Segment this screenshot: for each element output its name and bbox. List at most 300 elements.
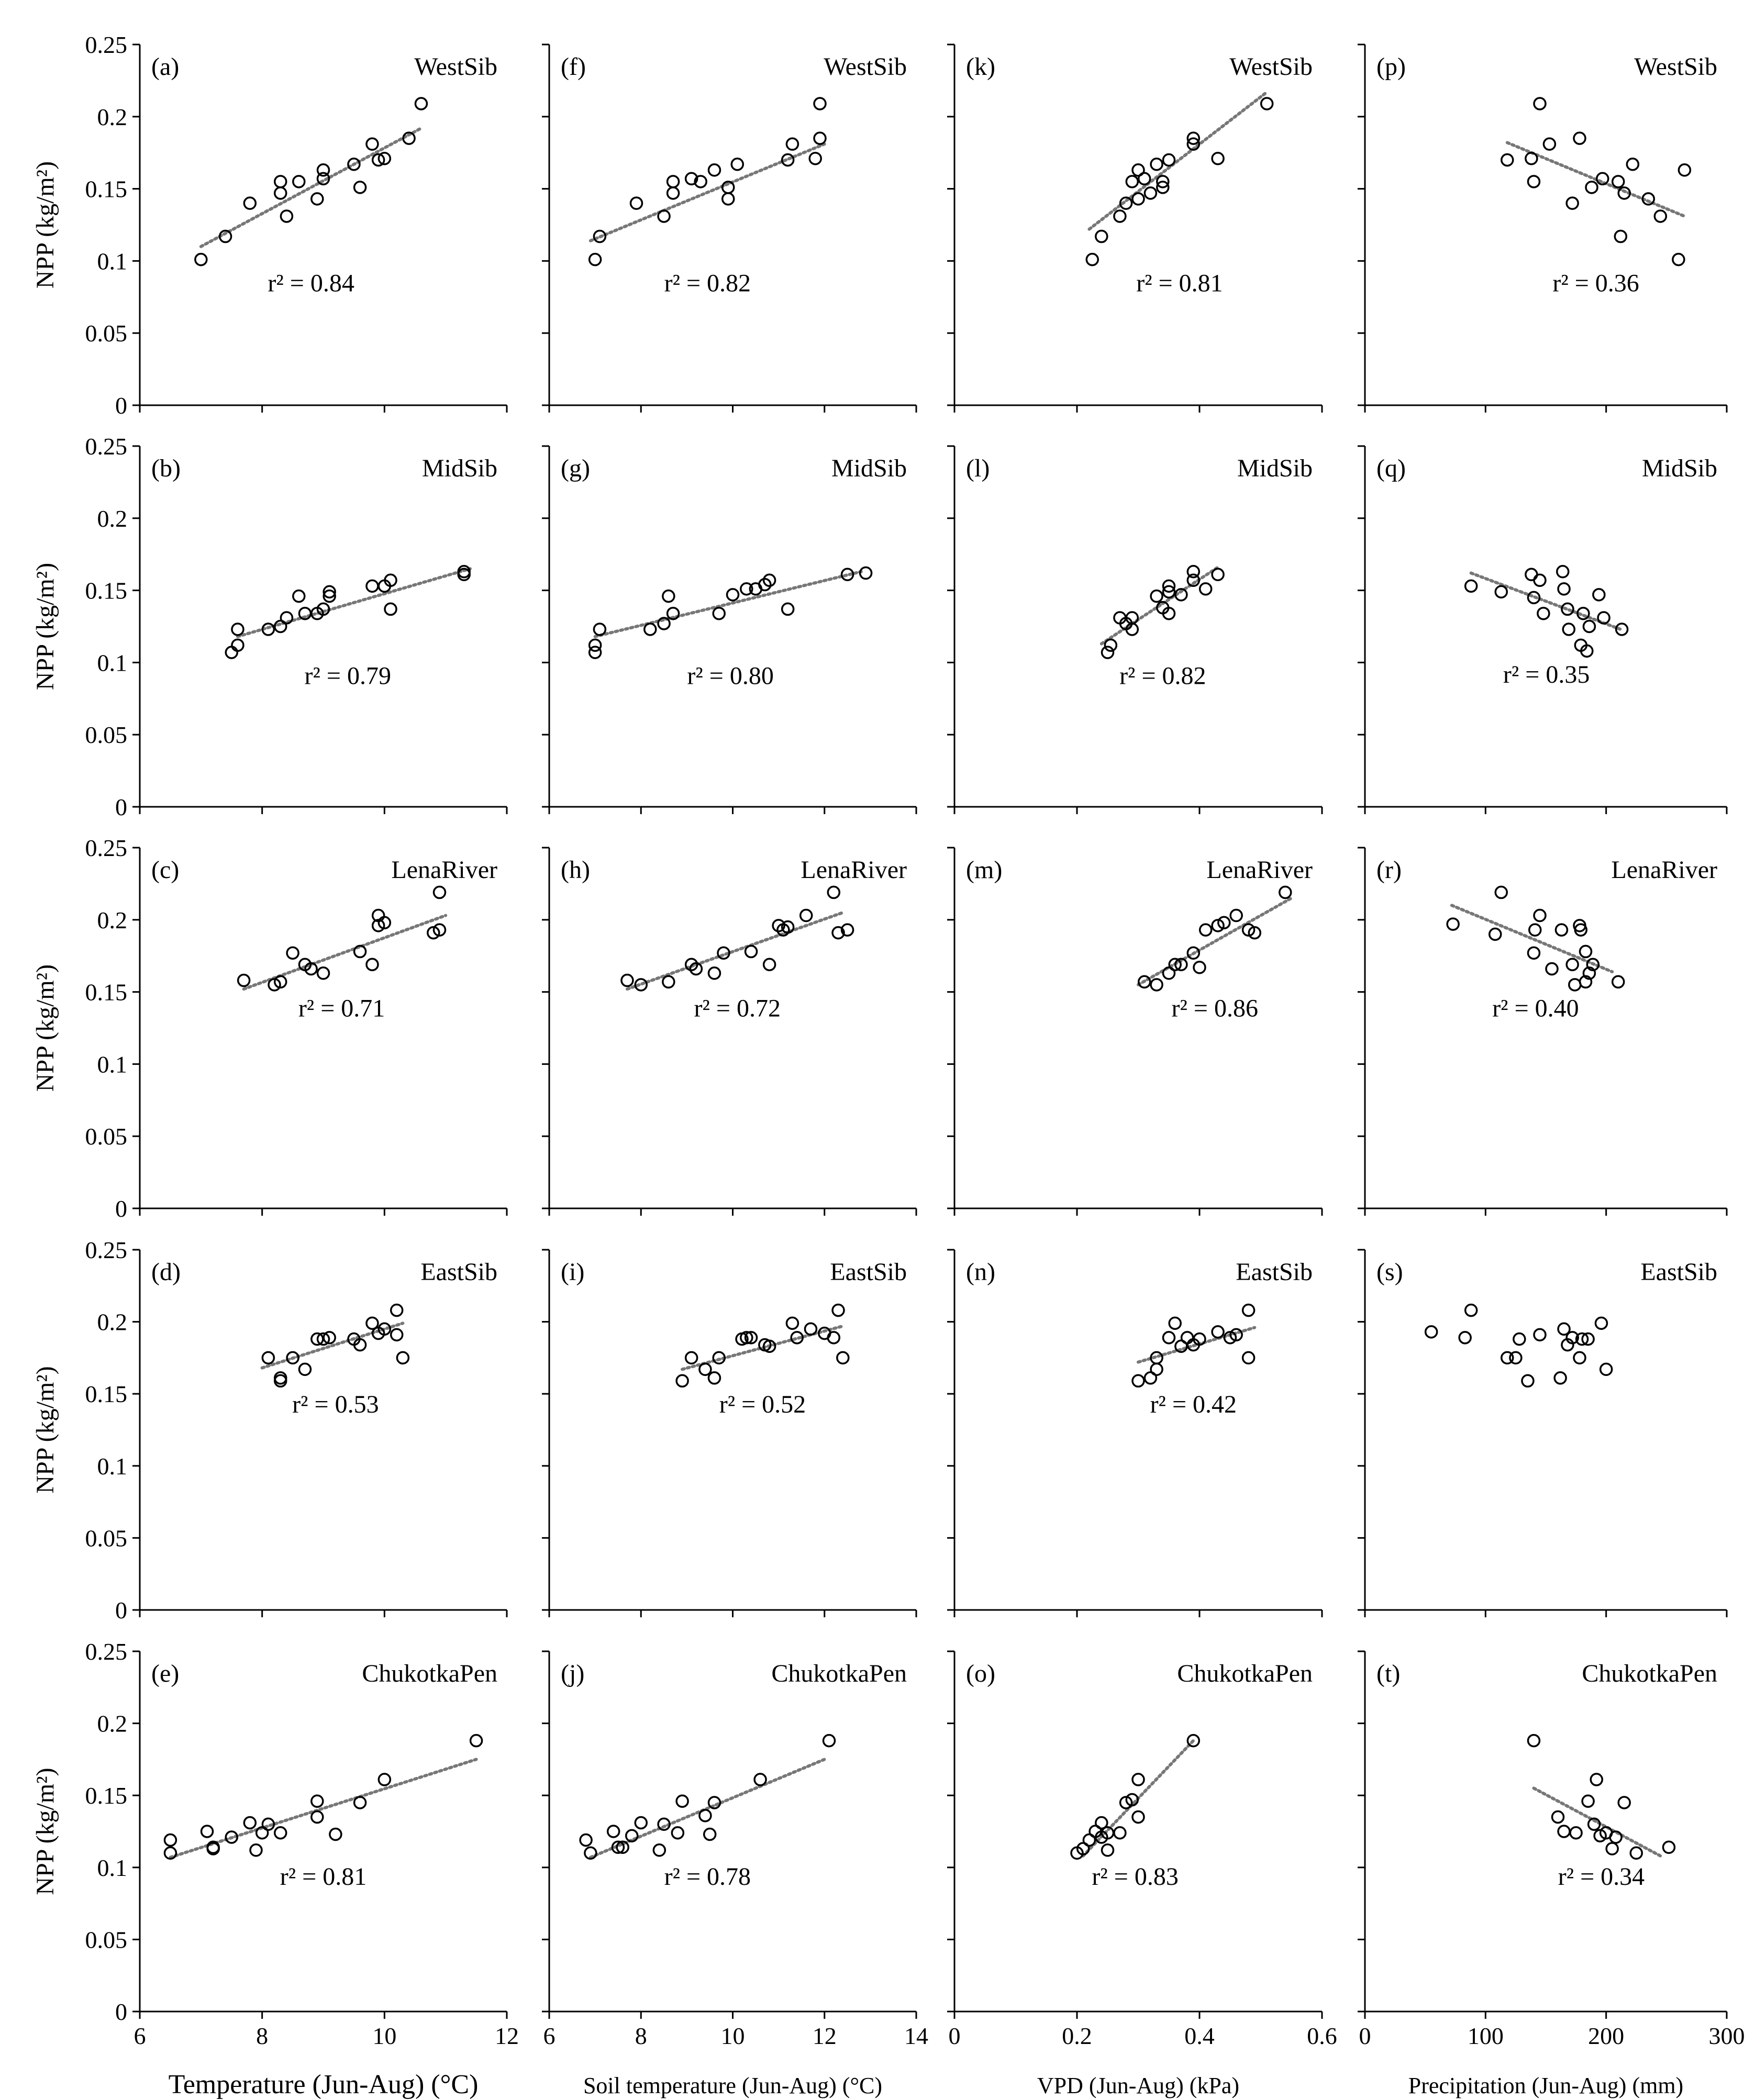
scatter-panel-westsib-0 <box>31 31 507 419</box>
data-point <box>1132 193 1144 205</box>
data-point <box>832 1305 844 1316</box>
y-tick-label: 0.1 <box>97 1051 127 1078</box>
data-point <box>676 1375 688 1386</box>
scatter-panel-chukotkapen-14 <box>947 1651 1337 2049</box>
data-point <box>1534 574 1546 586</box>
x-tick-label: 10 <box>372 2023 397 2049</box>
data-point <box>1426 1326 1437 1338</box>
data-point <box>1212 1326 1224 1338</box>
region-label: WestSib <box>824 53 907 81</box>
data-point <box>391 1329 403 1340</box>
region-label: MidSib <box>1641 454 1717 482</box>
data-point <box>312 1811 323 1823</box>
data-point <box>814 132 826 144</box>
data-point <box>1529 924 1541 936</box>
data-point <box>668 187 679 199</box>
data-point <box>1534 98 1546 109</box>
data-point <box>281 210 292 222</box>
x-tick-label: 12 <box>495 2023 519 2049</box>
data-point <box>1574 1352 1585 1363</box>
data-point <box>1528 1735 1539 1747</box>
data-point <box>1613 176 1624 187</box>
trend-line <box>244 916 446 990</box>
data-point <box>195 254 207 265</box>
panel-label: (s) <box>1376 1258 1403 1286</box>
data-point <box>275 187 286 199</box>
data-point <box>1569 979 1581 991</box>
data-point <box>244 1817 256 1828</box>
scatter-panel-eastsib-3 <box>31 1237 507 1624</box>
data-point <box>293 176 305 187</box>
data-point <box>1591 1774 1602 1785</box>
data-point <box>672 1827 683 1839</box>
data-point <box>1114 1827 1126 1839</box>
r-squared-label: r² = 0.35 <box>1503 660 1590 688</box>
panel-label: (f) <box>561 53 586 81</box>
scatter-panel-midsib-1 <box>31 433 507 820</box>
data-point <box>1558 583 1570 595</box>
r-squared-label: r² = 0.42 <box>1150 1390 1237 1418</box>
r-squared-label: r² = 0.80 <box>687 662 774 690</box>
data-point <box>250 1845 262 1856</box>
data-point <box>1187 566 1199 577</box>
data-point <box>764 959 775 970</box>
panel-label: (m) <box>966 856 1003 884</box>
x-tick-label: 8 <box>635 2023 647 2049</box>
data-point <box>727 589 739 601</box>
region-label: LenaRiver <box>1611 856 1717 884</box>
data-point <box>1586 182 1597 193</box>
region-label: LenaRiver <box>1206 856 1313 884</box>
data-point <box>164 1835 176 1846</box>
region-label: ChukotkaPen <box>771 1660 907 1687</box>
x-tick-label: 0.6 <box>1307 2023 1337 2049</box>
data-point <box>1528 176 1539 187</box>
panel-label: (n) <box>966 1258 995 1286</box>
data-point <box>1534 1329 1546 1340</box>
trend-line <box>201 128 421 247</box>
data-point <box>232 639 243 651</box>
panel-label: (l) <box>966 454 990 482</box>
scatter-panel-lenariver-7 <box>542 848 916 1216</box>
scatter-panel-midsib-11 <box>947 446 1322 814</box>
region-label: WestSib <box>1229 53 1313 81</box>
data-point <box>1595 1317 1607 1329</box>
region-label: ChukotkaPen <box>362 1660 497 1687</box>
y-tick-label: 0.1 <box>97 1854 127 1881</box>
data-point <box>1606 1843 1618 1854</box>
data-point <box>1510 1352 1521 1363</box>
data-point <box>699 1363 711 1375</box>
scatter-panel-eastsib-13 <box>947 1250 1322 1617</box>
y-tick-label: 0 <box>115 1998 127 2025</box>
data-point <box>1630 1847 1642 1859</box>
data-point <box>1583 621 1595 632</box>
data-point <box>1582 1795 1594 1807</box>
data-point <box>805 1323 816 1335</box>
y-axis-label: NPP (kg/m²) <box>31 562 59 691</box>
data-point <box>354 182 366 193</box>
data-point <box>1126 176 1138 187</box>
y-tick-label: 0 <box>115 1195 127 1222</box>
data-point <box>415 98 427 109</box>
data-point <box>782 603 794 615</box>
r-squared-label: r² = 0.81 <box>1136 269 1223 297</box>
data-point <box>262 1352 274 1363</box>
r-squared-label: r² = 0.71 <box>298 994 385 1023</box>
panel-label: (k) <box>966 53 995 81</box>
data-point <box>391 1305 403 1316</box>
data-point <box>608 1826 619 1837</box>
data-point <box>594 624 605 635</box>
data-point <box>1615 231 1626 242</box>
y-tick-label: 0.05 <box>85 1926 127 1953</box>
x-tick-label: 14 <box>904 2023 928 2049</box>
data-point <box>786 138 798 150</box>
data-point <box>1557 566 1569 577</box>
data-point <box>828 886 839 898</box>
data-point <box>1570 1827 1582 1839</box>
y-tick-label: 0 <box>115 1597 127 1624</box>
data-point <box>1654 210 1666 222</box>
data-point <box>1459 1332 1471 1343</box>
data-point <box>621 975 633 986</box>
data-point <box>275 1827 286 1839</box>
r-squared-label: r² = 0.78 <box>664 1862 751 1891</box>
data-point <box>1261 98 1273 109</box>
y-tick-label: 0.05 <box>85 1123 127 1150</box>
region-label: LenaRiver <box>391 856 497 884</box>
data-point <box>1114 210 1126 222</box>
data-point <box>699 1810 711 1821</box>
scatter-panel-westsib-5 <box>542 45 916 413</box>
x-tick-label: 6 <box>134 2023 146 2049</box>
x-tick-label: 0 <box>948 2023 961 2049</box>
data-point <box>1580 946 1592 957</box>
y-axis-label: NPP (kg/m²) <box>31 1366 59 1494</box>
region-label: WestSib <box>1634 53 1717 81</box>
data-point <box>366 580 378 592</box>
scatter-panel-lenariver-17 <box>1358 848 1727 1216</box>
trend-line <box>262 1323 403 1368</box>
region-label: MidSib <box>1237 454 1313 482</box>
data-point <box>580 1835 592 1846</box>
y-tick-label: 0.05 <box>85 1525 127 1552</box>
x-tick-label: 0 <box>1359 2023 1371 2049</box>
y-tick-label: 0 <box>115 794 127 820</box>
r-squared-label: r² = 0.82 <box>1119 662 1206 690</box>
x-tick-label: 0.4 <box>1184 2023 1215 2049</box>
y-tick-label: 0.15 <box>85 577 127 604</box>
region-label: MidSib <box>831 454 907 482</box>
r-squared-label: r² = 0.53 <box>292 1390 379 1418</box>
data-point <box>786 1317 798 1329</box>
data-point <box>1280 886 1291 898</box>
x-tick-label: 10 <box>720 2023 745 2049</box>
data-point <box>202 1826 213 1837</box>
data-point <box>1105 639 1116 651</box>
data-point <box>1194 962 1205 973</box>
data-point <box>1132 1375 1144 1386</box>
data-point <box>668 176 679 187</box>
scatter-panel-chukotkapen-19 <box>1358 1651 1745 2049</box>
scatter-panel-chukotkapen-9 <box>542 1651 928 2049</box>
region-label: ChukotkaPen <box>1177 1660 1313 1687</box>
data-point <box>1601 1363 1612 1375</box>
region-label: MidSib <box>421 454 497 482</box>
data-point <box>1102 647 1114 658</box>
panel-label: (p) <box>1376 53 1406 81</box>
y-tick-label: 0.25 <box>85 433 127 460</box>
data-point <box>708 164 720 176</box>
scatter-panel-lenariver-2 <box>31 835 507 1222</box>
panel-label: (c) <box>151 856 180 884</box>
y-tick-label: 0.2 <box>97 505 127 532</box>
data-point <box>1593 589 1605 601</box>
data-point <box>312 193 323 205</box>
region-label: LenaRiver <box>801 856 907 884</box>
data-point <box>837 1352 849 1363</box>
data-point <box>1613 976 1624 987</box>
trend-line <box>1089 92 1267 229</box>
data-point <box>1151 159 1162 170</box>
data-point <box>1151 979 1162 991</box>
y-tick-label: 0.05 <box>85 721 127 749</box>
data-point <box>397 1352 408 1363</box>
y-tick-label: 0.15 <box>85 175 127 203</box>
data-point <box>1673 254 1684 265</box>
data-point <box>1618 1797 1630 1808</box>
y-tick-label: 0.05 <box>85 320 127 347</box>
y-tick-label: 0 <box>115 392 127 419</box>
data-point <box>1556 924 1567 936</box>
data-point <box>1212 569 1224 580</box>
data-point <box>630 197 642 209</box>
data-point <box>471 1735 482 1747</box>
data-point <box>232 624 243 635</box>
data-point <box>312 1795 323 1807</box>
data-point <box>828 1332 839 1343</box>
trend-line <box>1138 898 1292 984</box>
r-squared-label: r² = 0.79 <box>304 662 391 690</box>
r-squared-label: r² = 0.40 <box>1492 994 1579 1023</box>
data-point <box>1230 910 1242 921</box>
data-point <box>238 975 250 986</box>
data-point <box>814 98 826 109</box>
scatter-panel-chukotkapen-4 <box>31 1638 519 2049</box>
data-point <box>1096 231 1107 242</box>
region-label: ChukotkaPen <box>1582 1660 1717 1687</box>
data-point <box>379 1774 390 1785</box>
data-point <box>1163 1332 1175 1343</box>
data-point <box>434 886 445 898</box>
data-point <box>1514 1334 1525 1345</box>
data-point <box>754 1774 766 1785</box>
data-point <box>226 647 237 658</box>
y-tick-label: 0.2 <box>97 1308 127 1336</box>
data-point <box>686 1352 697 1363</box>
panel-label: (d) <box>151 1258 181 1286</box>
y-tick-label: 0.15 <box>85 979 127 1006</box>
trend-line <box>1534 1788 1660 1855</box>
region-label: EastSib <box>420 1258 497 1286</box>
data-point <box>287 947 298 959</box>
data-point <box>590 639 601 651</box>
trend-line <box>591 144 825 241</box>
data-point <box>1574 132 1585 144</box>
panel-label: (b) <box>151 454 181 482</box>
region-label: WestSib <box>414 53 497 81</box>
trend-line <box>595 572 861 637</box>
data-point <box>1552 1811 1564 1823</box>
data-point <box>809 153 821 164</box>
scatter-panel-lenariver-12 <box>947 848 1322 1216</box>
data-point <box>645 624 656 635</box>
trend-line <box>627 913 843 989</box>
data-point <box>293 591 305 602</box>
data-point <box>590 254 601 265</box>
x-axis-label: VPD (Jun-Aug) (kPa) <box>1037 2073 1240 2098</box>
data-point <box>1200 583 1212 595</box>
data-point <box>653 1845 665 1856</box>
y-axis-label: NPP (kg/m²) <box>31 1768 59 1895</box>
data-point <box>1132 1811 1144 1823</box>
panel-label: (e) <box>151 1660 180 1687</box>
data-point <box>1139 173 1150 184</box>
data-point <box>658 210 670 222</box>
data-point <box>1528 947 1539 959</box>
data-point <box>366 138 378 150</box>
data-point <box>318 968 329 979</box>
x-tick-label: 300 <box>1708 2023 1745 2049</box>
data-point <box>1563 624 1574 635</box>
data-point <box>1627 159 1638 170</box>
scatter-panel-westsib-10 <box>947 45 1322 413</box>
data-point <box>746 946 757 957</box>
r-squared-label: r² = 0.72 <box>694 994 781 1023</box>
scatter-panel-westsib-15 <box>1358 45 1727 413</box>
y-tick-label: 0.25 <box>85 31 127 58</box>
data-point <box>244 197 256 209</box>
data-point <box>1465 580 1477 592</box>
x-tick-label: 0.2 <box>1062 2023 1092 2049</box>
data-point <box>1182 1332 1193 1343</box>
scatter-panel-eastsib-18 <box>1358 1250 1727 1617</box>
x-tick-label: 200 <box>1588 2023 1625 2049</box>
panel-label: (q) <box>1376 454 1406 482</box>
r-squared-label: r² = 0.83 <box>1092 1862 1179 1891</box>
data-point <box>1522 1375 1534 1386</box>
data-point <box>708 968 720 979</box>
scatter-panel-midsib-6 <box>542 446 916 814</box>
r-squared-label: r² = 0.52 <box>719 1390 806 1418</box>
data-point <box>1490 928 1501 940</box>
scatter-panel-eastsib-8 <box>542 1250 916 1617</box>
y-tick-label: 0.2 <box>97 103 127 130</box>
data-point <box>723 193 734 205</box>
data-point <box>704 1829 716 1840</box>
y-tick-label: 0.2 <box>97 906 127 934</box>
data-point <box>1102 1845 1114 1856</box>
r-squared-label: r² = 0.36 <box>1552 269 1639 297</box>
y-tick-label: 0.25 <box>85 1638 127 1665</box>
data-point <box>1163 154 1175 165</box>
data-point <box>1567 197 1578 209</box>
data-point <box>713 608 725 619</box>
panel-label: (j) <box>561 1660 585 1687</box>
x-axis-label: Precipitation (Jun-Aug) (mm) <box>1408 2073 1684 2098</box>
x-tick-label: 8 <box>256 2023 269 2049</box>
x-tick-label: 12 <box>812 2023 837 2049</box>
data-point <box>1526 569 1537 580</box>
panel-label: (a) <box>151 53 180 81</box>
region-label: EastSib <box>1640 1258 1717 1286</box>
data-point <box>385 603 396 615</box>
data-point <box>1200 924 1212 936</box>
panel-label: (g) <box>561 454 590 482</box>
y-tick-label: 0.15 <box>85 1782 127 1809</box>
panel-label: (i) <box>561 1258 585 1286</box>
y-tick-label: 0.25 <box>85 835 127 861</box>
region-label: EastSib <box>830 1258 907 1286</box>
data-point <box>275 176 286 187</box>
data-point <box>330 1829 341 1840</box>
data-point <box>1502 154 1513 165</box>
data-point <box>1151 591 1162 602</box>
data-point <box>1543 138 1555 150</box>
y-tick-label: 0.1 <box>97 248 127 275</box>
y-tick-label: 0.15 <box>85 1381 127 1408</box>
data-point <box>663 976 674 987</box>
data-point <box>1546 963 1558 975</box>
data-point <box>1558 1826 1570 1837</box>
data-point <box>1534 910 1546 921</box>
scatter-panel-midsib-16 <box>1358 446 1727 814</box>
y-axis-label: NPP (kg/m²) <box>31 161 59 289</box>
data-point <box>1243 1352 1254 1363</box>
panel-label: (t) <box>1376 1660 1401 1687</box>
data-point <box>1495 586 1507 597</box>
data-point <box>1447 918 1459 930</box>
x-tick-label: 100 <box>1467 2023 1504 2049</box>
panel-label: (r) <box>1376 856 1402 884</box>
y-axis-label: NPP (kg/m²) <box>31 964 59 1092</box>
r-squared-label: r² = 0.82 <box>664 269 751 297</box>
data-point <box>1169 1317 1181 1329</box>
data-point <box>1086 254 1098 265</box>
r-squared-label: r² = 0.84 <box>268 269 354 297</box>
data-point <box>1145 187 1156 199</box>
data-point <box>635 1817 647 1828</box>
y-tick-label: 0.25 <box>85 1237 127 1263</box>
data-point <box>1538 608 1549 619</box>
data-point <box>676 1795 688 1807</box>
data-point <box>1151 1363 1162 1375</box>
x-axis-label: Soil temperature (Jun-Aug) (°C) <box>583 2073 883 2098</box>
data-point <box>354 1797 366 1808</box>
y-tick-label: 0.1 <box>97 1452 127 1480</box>
data-point <box>801 910 812 921</box>
data-point <box>1554 1372 1566 1384</box>
panel-label: (o) <box>966 1660 995 1687</box>
data-point <box>1663 1841 1674 1853</box>
y-tick-label: 0.1 <box>97 649 127 676</box>
data-point <box>1132 1774 1144 1785</box>
data-point <box>1465 1305 1477 1316</box>
data-point <box>366 959 378 970</box>
data-point <box>1243 1305 1254 1316</box>
trend-line <box>1102 568 1218 644</box>
